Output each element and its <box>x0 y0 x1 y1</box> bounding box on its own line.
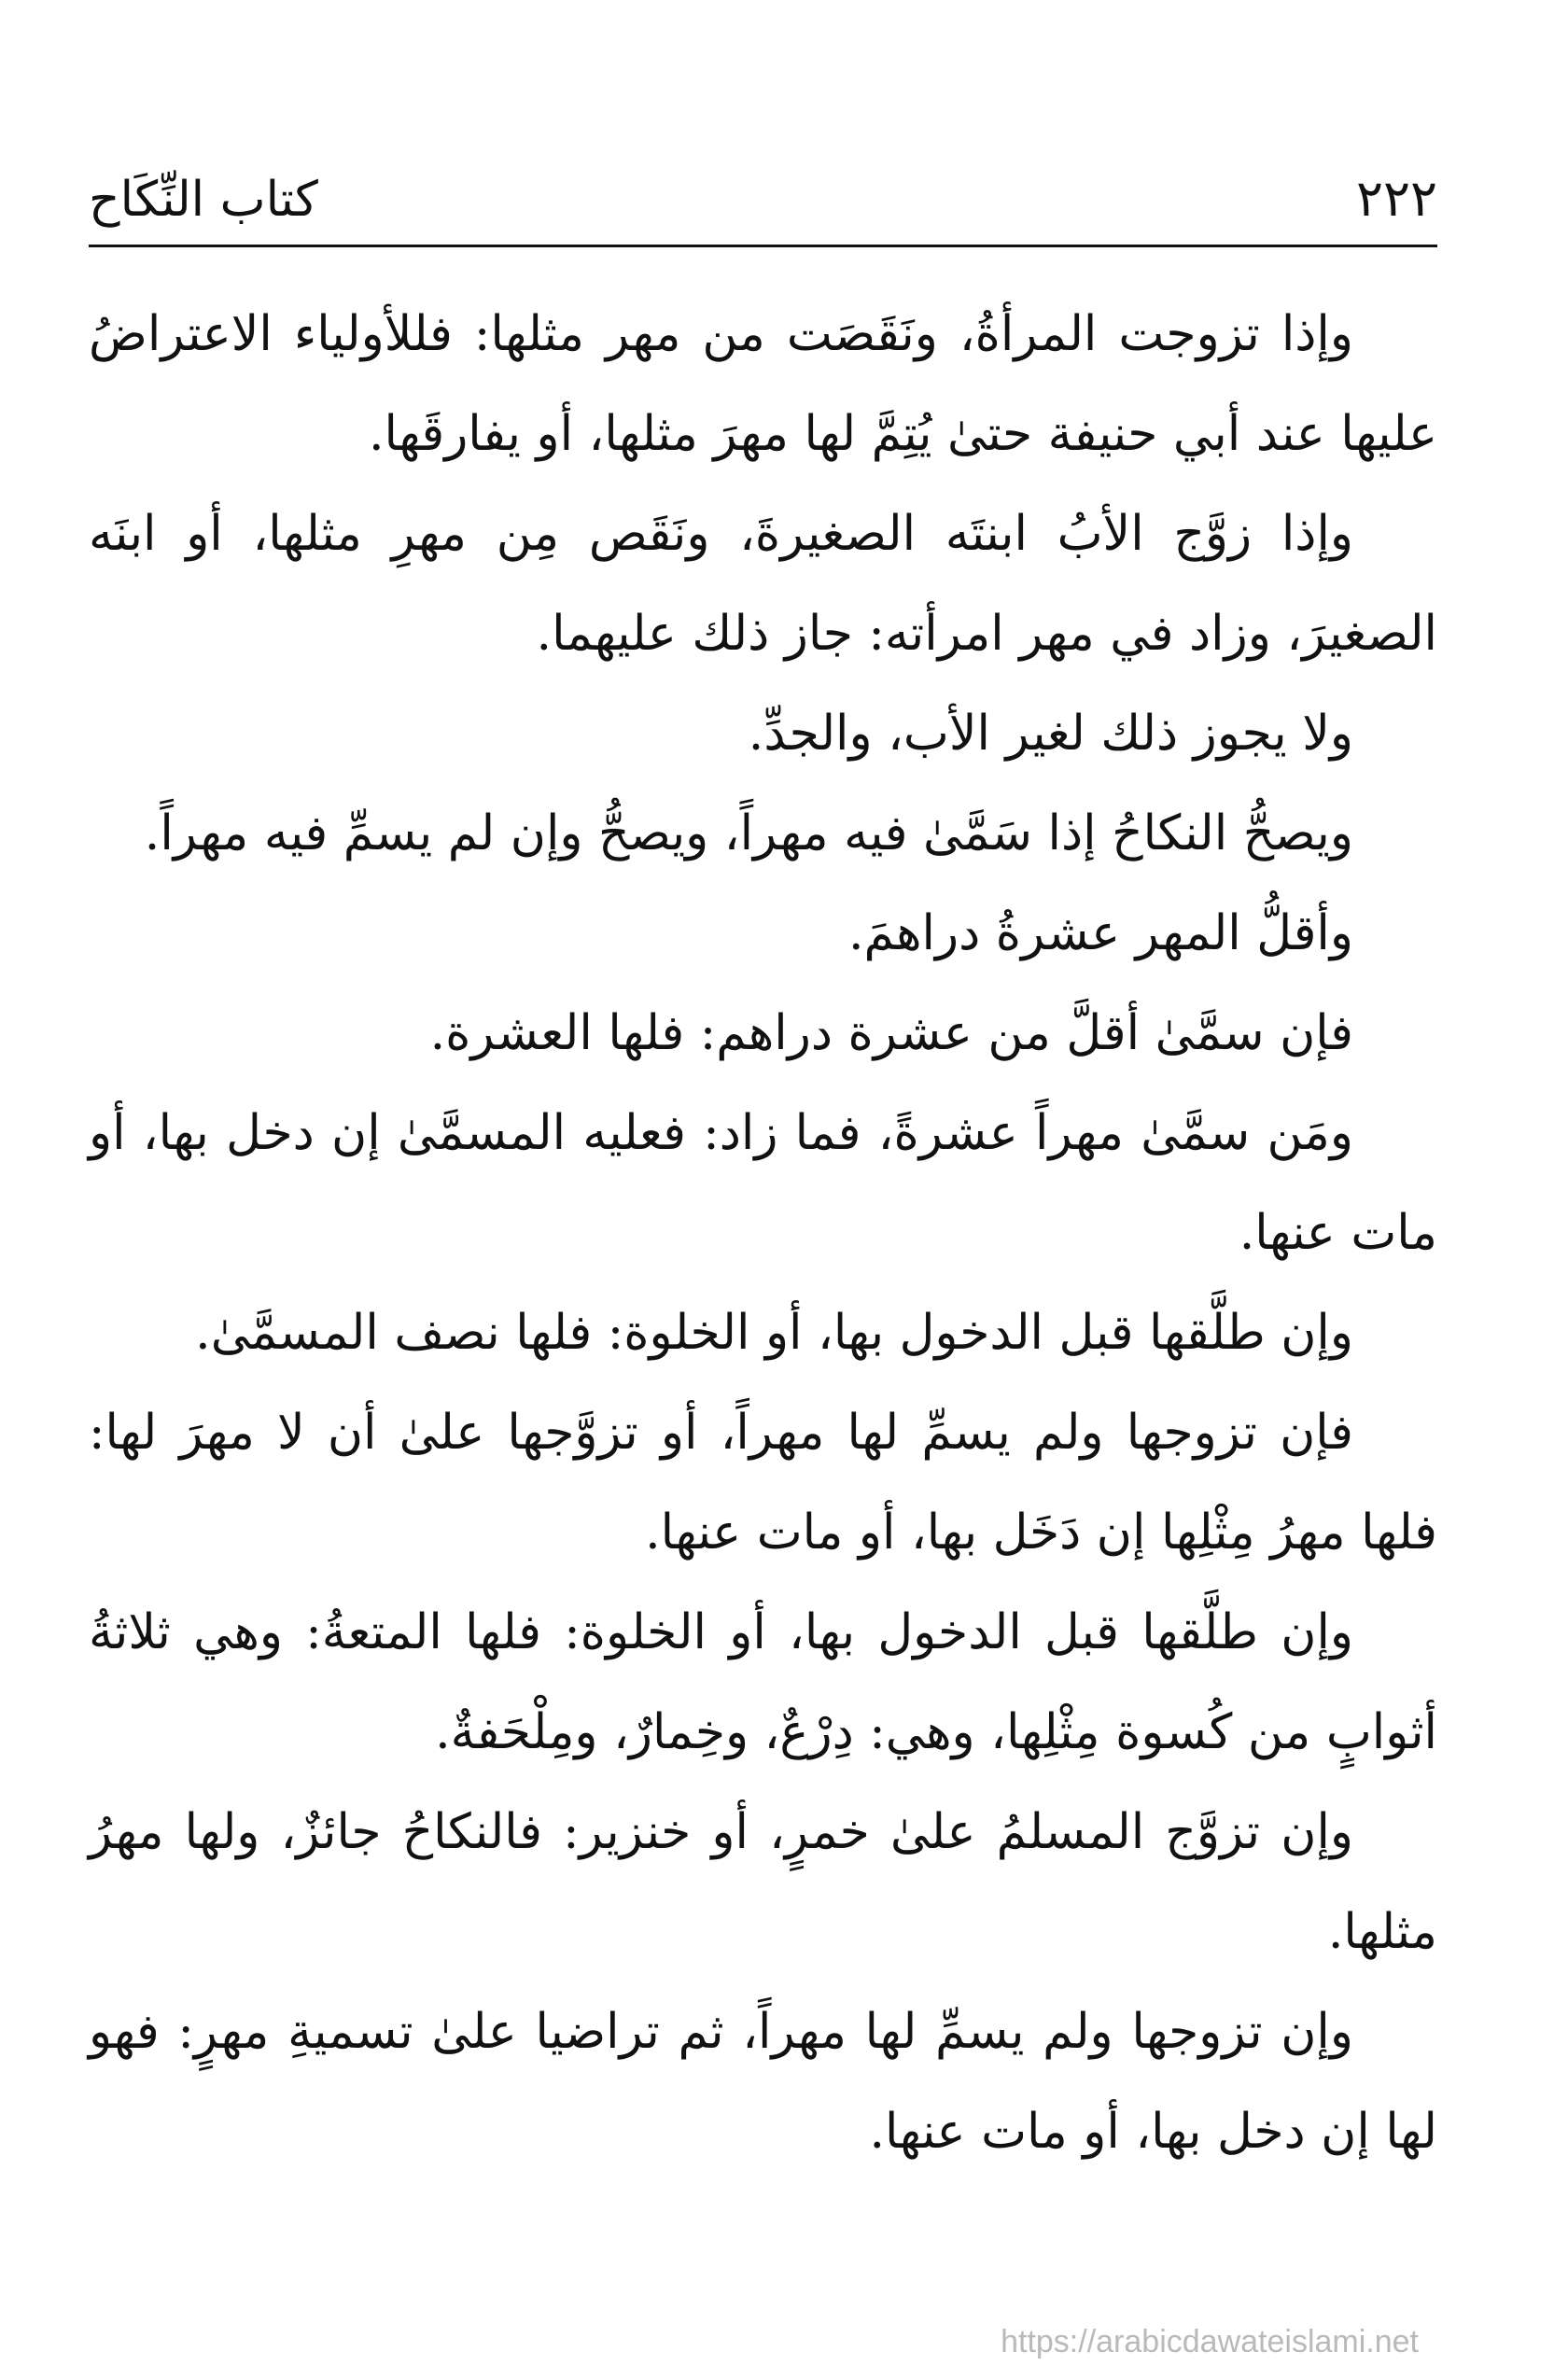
paragraph: فإن سمَّىٰ أقلَّ من عشرة دراهم: فلها العشرة. <box>429 1005 1353 1061</box>
watermark-url: https://arabicdawateislami.net <box>1001 2324 1419 2359</box>
main-text <box>89 285 1437 2182</box>
paragraph: ويصحُّ النكاحُ إذا سَمَّىٰ فيه مهراً، ويصحُّ وإن لم يسمِّ فيه مهراً. <box>144 805 1353 861</box>
page-number: ٢٢٢ <box>1355 169 1437 228</box>
paragraph: وإن طلَّقها قبل الدخول بها، أو الخلوة: فلها نصف المسمَّىٰ. <box>195 1305 1353 1361</box>
paragraph: وإذا زوَّج الأبُ ابنتَه الصغيرةَ، ونَقَص مِن مهرِ مثلها، أو ابنَه الصغيرَ، وزاد في مهر امرأته: جاز ذلك عليهما. <box>89 506 1437 662</box>
page-header <box>89 159 1437 247</box>
paragraph: وإذا تزوجت المرأةُ، ونَقَصَت من مهر مثلها: فللأولياء الاعتراضُ عليها عند أبي حنيفة حتىٰ يُتِمَّ لها مهرَ مثلها، أو يفارقَها. <box>89 306 1437 462</box>
paragraph: وإن طلَّقها قبل الدخول بها، أو الخلوة: فلها المتعةُ: وهي ثلاثةُ أثوابٍ من كُسوة مِثْلِها، وهي: دِرْعٌ، وخِمارٌ، ومِلْحَفةٌ. <box>89 1604 1437 1760</box>
paragraph: وإن تزوجها ولم يسمِّ لها مهراً، ثم تراضيا علىٰ تسميةِ مهرٍ: فهو لها إن دخل بها، أو مات عنها. <box>89 2004 1437 2160</box>
paragraph: ولا يجوز ذلك لغير الأب، والجدِّ. <box>748 706 1353 762</box>
paragraph: وإن تزوَّج المسلمُ علىٰ خمرٍ، أو خنزير: فالنكاحُ جائزٌ، ولها مهرُ مثلها. <box>89 1804 1437 1960</box>
paragraph: وأقلُّ المهر عشرةُ دراهمَ. <box>847 905 1353 961</box>
paragraph: ومَن سمَّىٰ مهراً عشرةً، فما زاد: فعليه المسمَّىٰ إن دخل بها، أو مات عنها. <box>89 1105 1437 1261</box>
paragraph: فإن تزوجها ولم يسمِّ لها مهراً، أو تزوَّجها علىٰ أن لا مهرَ لها: فلها مهرُ مِثْلِها إن دَخَل بها، أو مات عنها. <box>89 1405 1437 1561</box>
chapter-title: كتاب النِّكَاح <box>89 172 318 228</box>
